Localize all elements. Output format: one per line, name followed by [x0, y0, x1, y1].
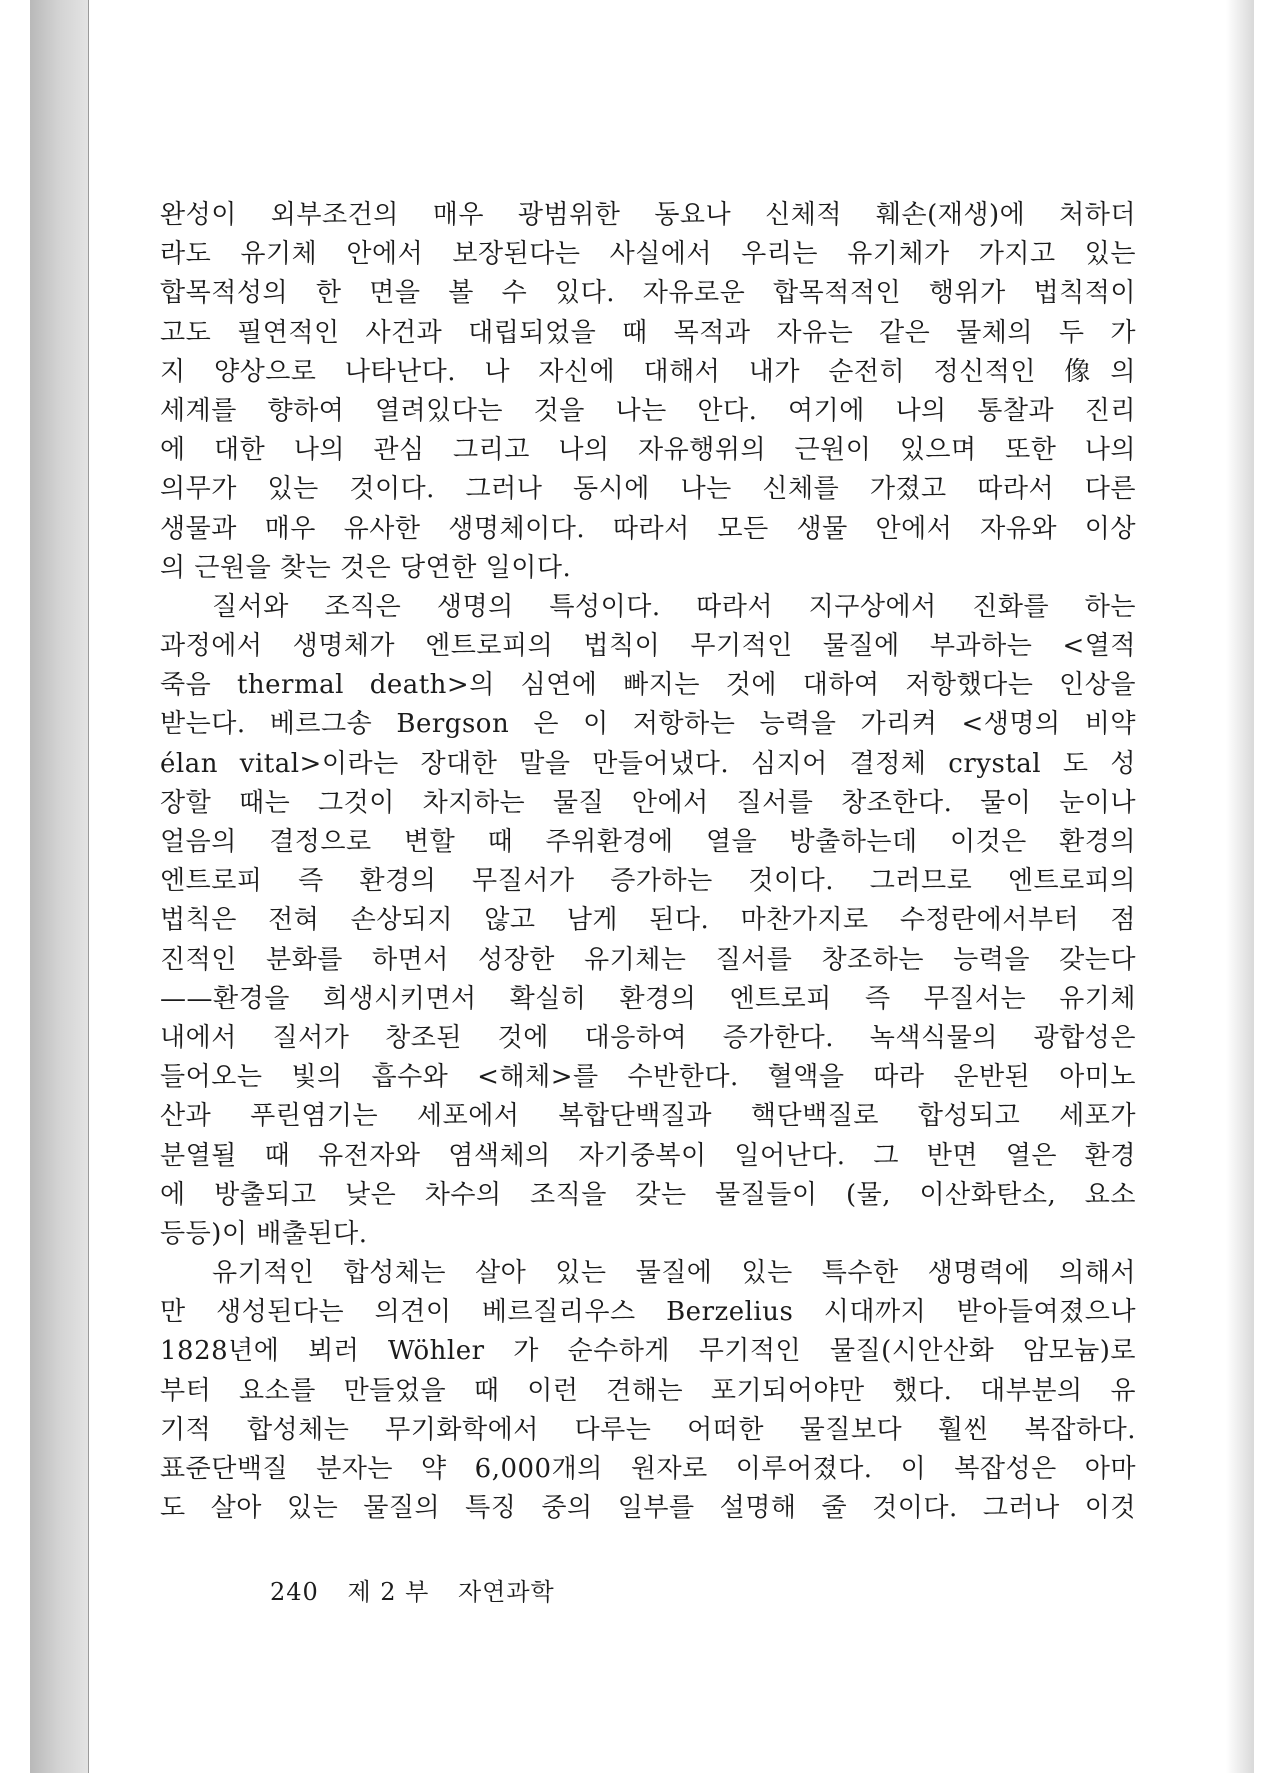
text-line: 질서와 조직은 생명의 특성이다. 따라서 지구상에서 진화를 하는 [212, 591, 1136, 622]
text-line: 1828년에 뵈러 Wöhler 가 순수하게 무기적인 물질(시안산화 암모늄)로 [160, 1336, 1136, 1367]
text-line: élan vital>이라는 장대한 말을 만들어냈다. 심지어 결정체 crystal 도 성 [160, 748, 1136, 779]
text-line: 분열될 때 유전자와 염색체의 자기중복이 일어난다. 그 반면 열은 환경 [160, 1140, 1136, 1171]
text-line: 부터 요소를 만들었을 때 이런 견해는 포기되어야만 했다. 대부분의 유 [160, 1375, 1136, 1406]
part-label: 제 2 부 [347, 1578, 430, 1606]
section-label: 자연과학 [458, 1578, 555, 1606]
text-line: 받는다. 베르그송 Bergson 은 이 저항하는 능력을 가리켜 <생명의 비약 [160, 709, 1136, 740]
text-line: 과정에서 생명체가 엔트로피의 법칙이 무기적인 물질에 부과하는 <열적 [160, 631, 1136, 662]
text-line: 라도 유기체 안에서 보장된다는 사실에서 우리는 유기체가 가지고 있는 [160, 239, 1136, 270]
page-edge-shadow [1226, 0, 1254, 1773]
text-line: 유기적인 합성체는 살아 있는 물질에 있는 특수한 생명력에 의해서 [212, 1258, 1136, 1289]
text-line: ——환경을 희생시키면서 확실히 환경의 엔트로피 즉 무질서는 유기체 [160, 983, 1136, 1014]
text-line: 기적 합성체는 무기화학에서 다루는 어떠한 물질보다 훨씬 복잡하다. [160, 1414, 1136, 1445]
text-line: 진적인 분화를 하면서 성장한 유기체는 질서를 창조하는 능력을 갖는다 [160, 944, 1136, 975]
text-line: 의 근원을 찾는 것은 당연한 일이다. [160, 552, 572, 583]
text-line: 법칙은 전혀 손상되지 않고 남게 된다. 마찬가지로 수정란에서부터 점 [160, 905, 1136, 936]
text-line: 세계를 향하여 열려있다는 것을 나는 안다. 여기에 나의 통찰과 진리 [160, 395, 1136, 426]
text-line: 장할 때는 그것이 차지하는 물질 안에서 질서를 창조한다. 물이 눈이나 [160, 787, 1136, 818]
text-line: 완성이 외부조건의 매우 광범위한 동요나 신체적 훼손(재생)에 처하더 [160, 200, 1136, 230]
text-line: 만 생성된다는 의견이 베르질리우스 Berzelius 시대까지 받아들여졌으나 [160, 1297, 1136, 1328]
text-line: 고도 필연적인 사건과 대립되었을 때 목적과 자유는 같은 물체의 두 가 [160, 317, 1136, 348]
text-line: 죽음 thermal death>의 심연에 빠지는 것에 대하여 저항했다는 인상을 [160, 670, 1136, 701]
text-line: 산과 푸린염기는 세포에서 복합단백질과 핵단백질로 합성되고 세포가 [160, 1101, 1136, 1132]
text-line: 의무가 있는 것이다. 그러나 동시에 나는 신체를 가졌고 따라서 다른 [160, 474, 1136, 505]
text-line: 내에서 질서가 창조된 것에 대응하여 증가한다. 녹색식물의 광합성은 [160, 1022, 1136, 1053]
book-spine [30, 0, 88, 1773]
page-number: 240 [270, 1578, 319, 1606]
text-line: 에 대한 나의 관심 그리고 나의 자유행위의 근원이 있으며 또한 나의 [160, 435, 1136, 466]
text-line: 에 방출되고 낮은 차수의 조직을 갖는 물질들이 (물, 이산화탄소, 요소 [160, 1179, 1136, 1210]
text-line: 들어오는 빛의 흡수와 <해체>를 수반한다. 혈액을 따라 운반된 아미노 [160, 1062, 1136, 1093]
text-line: 표준단백질 분자는 약 6,000개의 원자로 이루어졌다. 이 복잡성은 아마 [160, 1454, 1136, 1484]
text-line: 얼음의 결정으로 변할 때 주위환경에 열을 방출하는데 이것은 환경의 [160, 827, 1136, 857]
text-line: 합목적성의 한 면을 볼 수 있다. 자유로운 합목적적인 행위가 법칙적이 [160, 278, 1136, 309]
page-footer [270, 1572, 575, 1607]
text-line: 엔트로피 즉 환경의 무질서가 증가하는 것이다. 그러므로 엔트로피의 [160, 866, 1136, 897]
text-line: 등등)이 배출된다. [160, 1218, 368, 1249]
text-line: 지 양상으로 나타난다. 나 자신에 대해서 내가 순전히 정신적인 像의 [160, 356, 1136, 387]
text-line: 생물과 매우 유사한 생명체이다. 따라서 모든 생물 안에서 자유와 이상 [160, 513, 1136, 544]
body-text [160, 196, 1136, 1528]
text-line: 도 살아 있는 물질의 특징 중의 일부를 설명해 줄 것이다. 그러나 이것 [160, 1493, 1136, 1524]
